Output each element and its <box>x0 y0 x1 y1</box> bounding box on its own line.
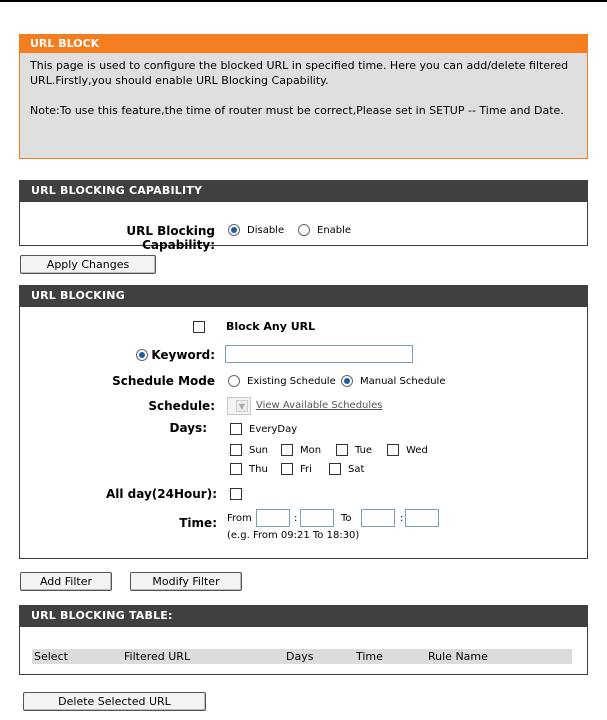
manual-schedule-label: Manual Schedule <box>360 376 446 387</box>
time-from-label: From <box>227 513 252 524</box>
capability-section-header: URL BLOCKING CAPABILITY <box>19 180 588 202</box>
block-any-url-checkbox[interactable] <box>193 321 205 333</box>
days-label: Days: <box>169 421 207 435</box>
capability-enable-radio[interactable] <box>298 224 310 236</box>
delete-selected-url-button[interactable]: Delete Selected URL <box>23 692 206 711</box>
from-minute-input[interactable] <box>300 509 334 527</box>
schedule-mode-label: Schedule Mode <box>112 374 215 388</box>
url-block-title: URL BLOCK <box>20 35 587 53</box>
top-border-line <box>0 0 607 2</box>
everyday-label: EveryDay <box>249 424 298 435</box>
to-hour-input[interactable] <box>361 509 395 527</box>
keyword-label: Keyword: <box>151 348 215 362</box>
col-time: Time <box>356 650 383 663</box>
from-hour-input[interactable] <box>256 509 290 527</box>
day-wed-label: Wed <box>406 445 428 456</box>
day-mon-label: Mon <box>300 445 322 456</box>
url-block-info-panel <box>19 34 588 159</box>
blocking-section-header: URL BLOCKING <box>19 285 588 307</box>
col-days: Days <box>286 650 314 663</box>
day-wed-checkbox[interactable] <box>387 444 399 456</box>
add-filter-button[interactable]: Add Filter <box>20 572 112 591</box>
schedule-label: Schedule: <box>148 399 215 413</box>
url-block-description: This page is used to configure the blocked URL in specified time. Here you can add/delete filtered URL.Firstly,you should enable URL Blocking Capability. <box>30 59 569 87</box>
capability-enable-label: Enable <box>317 225 352 236</box>
col-rule-name: Rule Name <box>428 650 488 663</box>
day-thu-label: Thu <box>249 464 268 475</box>
manual-schedule-radio[interactable] <box>341 375 353 387</box>
day-fri-checkbox[interactable] <box>281 463 293 475</box>
from-colon: : <box>294 513 298 524</box>
day-sat-checkbox[interactable] <box>329 463 341 475</box>
everyday-checkbox[interactable] <box>230 423 242 435</box>
allday-checkbox[interactable] <box>230 488 242 500</box>
existing-schedule-radio[interactable] <box>228 375 240 387</box>
day-sat-label: Sat <box>348 464 365 475</box>
col-filtered-url: Filtered URL <box>124 650 191 663</box>
to-colon: : <box>400 513 404 524</box>
day-thu-checkbox[interactable] <box>230 463 242 475</box>
url-block-note: Note:To use this feature,the time of router must be correct,Please set in SETUP -- Time and Date. <box>30 104 564 117</box>
keyword-input[interactable] <box>225 345 413 363</box>
block-any-url-label: Block Any URL <box>226 320 316 333</box>
col-select: Select <box>34 650 68 663</box>
day-sun-checkbox[interactable] <box>230 444 242 456</box>
day-mon-checkbox[interactable] <box>281 444 293 456</box>
table-header-row <box>32 649 572 664</box>
time-to-label: To <box>341 513 352 524</box>
view-schedules-link[interactable]: View Available Schedules <box>256 400 383 411</box>
modify-filter-button[interactable]: Modify Filter <box>130 572 242 591</box>
capability-disable-radio[interactable] <box>228 224 240 236</box>
existing-schedule-label: Existing Schedule <box>247 376 336 387</box>
capability-label: URL Blocking Capability: <box>126 224 215 252</box>
to-minute-input[interactable] <box>405 509 439 527</box>
capability-disable-label: Disable <box>247 225 285 236</box>
chevron-down-icon: ▼ <box>236 400 248 412</box>
day-sun-label: Sun <box>249 445 269 456</box>
apply-changes-button[interactable]: Apply Changes <box>20 255 156 274</box>
allday-label: All day(24Hour): <box>105 487 217 501</box>
day-tue-checkbox[interactable] <box>336 444 348 456</box>
table-section-header: URL BLOCKING TABLE: <box>19 605 588 627</box>
day-tue-label: Tue <box>355 445 373 456</box>
time-label: Time: <box>179 516 217 530</box>
time-example: (e.g. From 09:21 To 18:30) <box>227 530 360 541</box>
keyword-radio[interactable] <box>136 349 148 361</box>
day-fri-label: Fri <box>300 464 312 475</box>
schedule-select[interactable] <box>227 397 251 415</box>
